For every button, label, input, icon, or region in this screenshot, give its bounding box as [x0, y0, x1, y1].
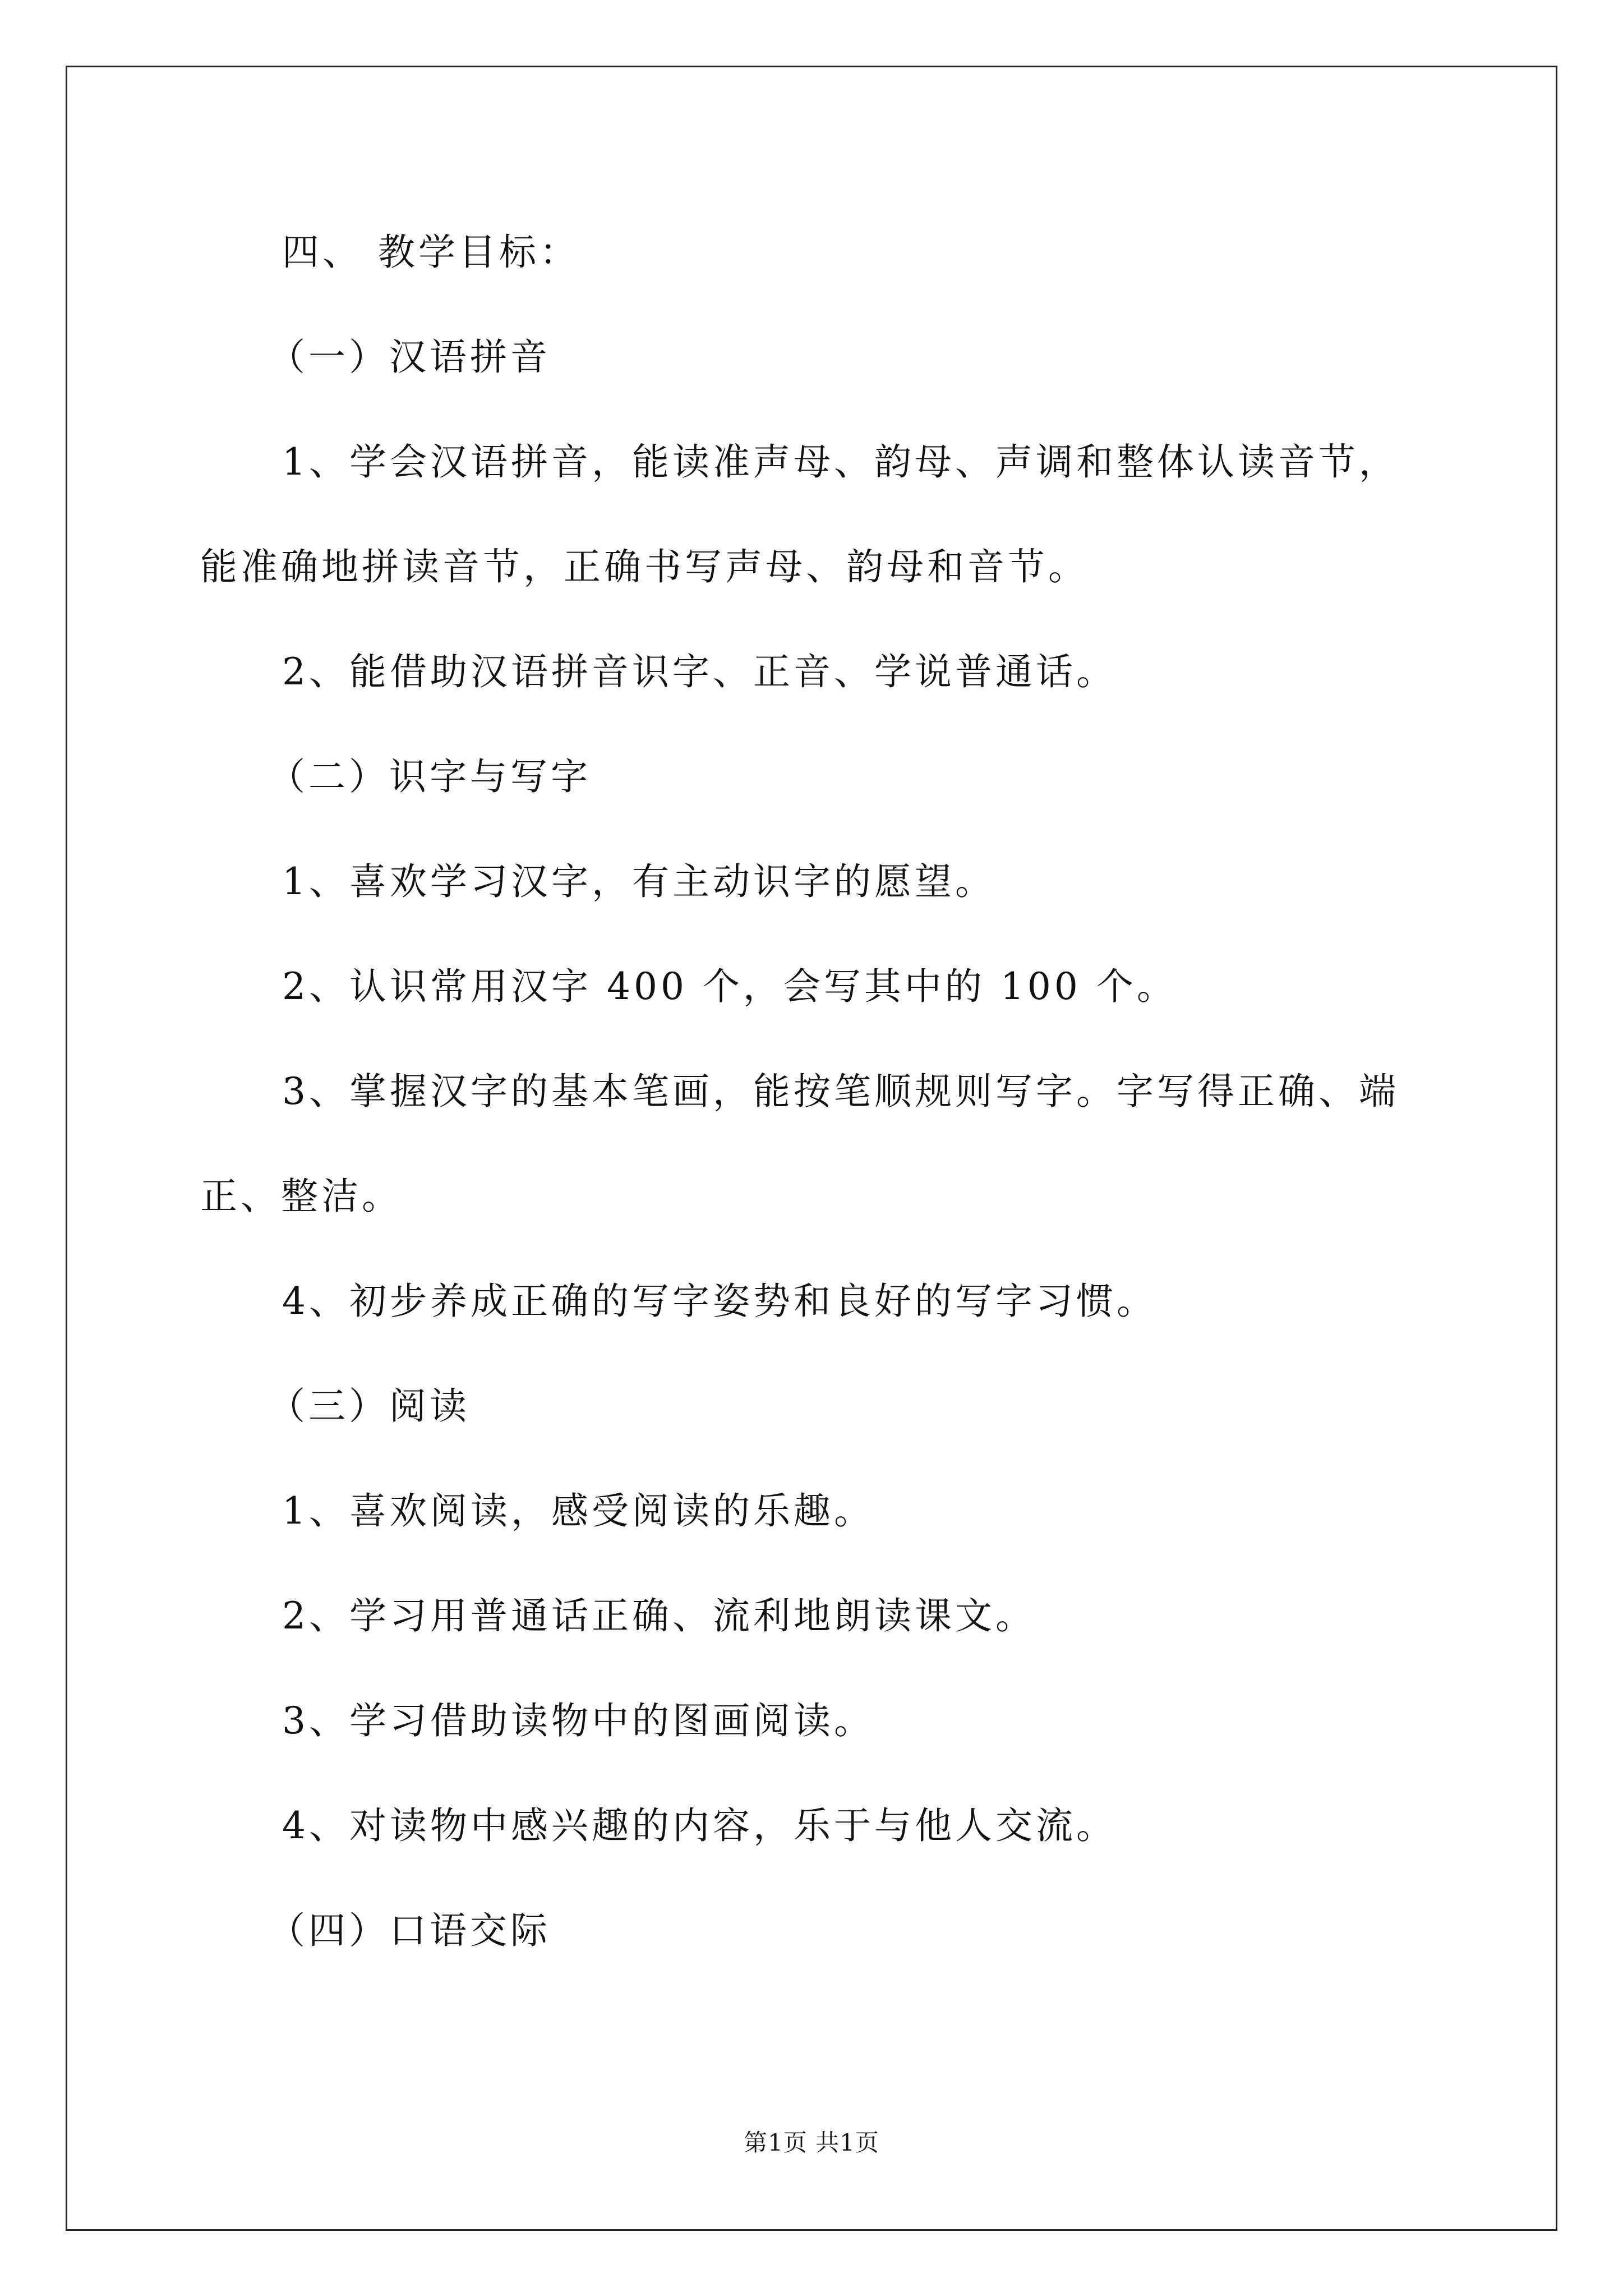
- literacy-item-3-line-1: 3、掌握汉字的基本笔画，能按笔顺规则写字。字写得正确、端: [282, 1070, 1399, 1113]
- reading-item-4: 4、对读物中感兴趣的内容，乐于与他人交流。: [282, 1804, 1117, 1847]
- reading-item-1: 1、喜欢阅读，感受阅读的乐趣。: [282, 1489, 874, 1533]
- oral-communication-heading: （四）口语交际: [268, 1909, 551, 1952]
- pinyin-item-1-line-2: 能准确地拼读音节，正确书写声母、韵母和音节。: [200, 545, 1089, 588]
- literacy-heading: （二）识字与写字: [268, 755, 591, 798]
- reading-item-3: 3、学习借助读物中的图画阅读。: [282, 1699, 874, 1742]
- section-heading: 四、 教学目标：: [282, 231, 580, 274]
- page-number-footer: 第1页 共1页: [744, 2129, 879, 2156]
- page-border: [66, 66, 1557, 2231]
- literacy-item-1: 1、喜欢学习汉字，有主动识字的愿望。: [282, 860, 995, 903]
- pinyin-item-1-line-1: 1、学会汉语拼音，能读准声母、韵母、声调和整体认读音节，: [282, 440, 1399, 484]
- literacy-item-2: 2、认识常用汉字 400 个，会写其中的 100 个。: [282, 965, 1177, 1008]
- pinyin-item-2: 2、能借助汉语拼音识字、正音、学说普通话。: [282, 650, 1117, 693]
- pinyin-heading: （一）汉语拼音: [268, 335, 551, 379]
- reading-heading: （三）阅读: [268, 1384, 470, 1428]
- reading-item-2: 2、学习用普通话正确、流利地朗读课文。: [282, 1594, 1036, 1637]
- literacy-item-4: 4、初步养成正确的写字姿势和良好的写字习惯。: [282, 1280, 1157, 1323]
- literacy-item-3-line-2: 正、整洁。: [200, 1175, 402, 1218]
